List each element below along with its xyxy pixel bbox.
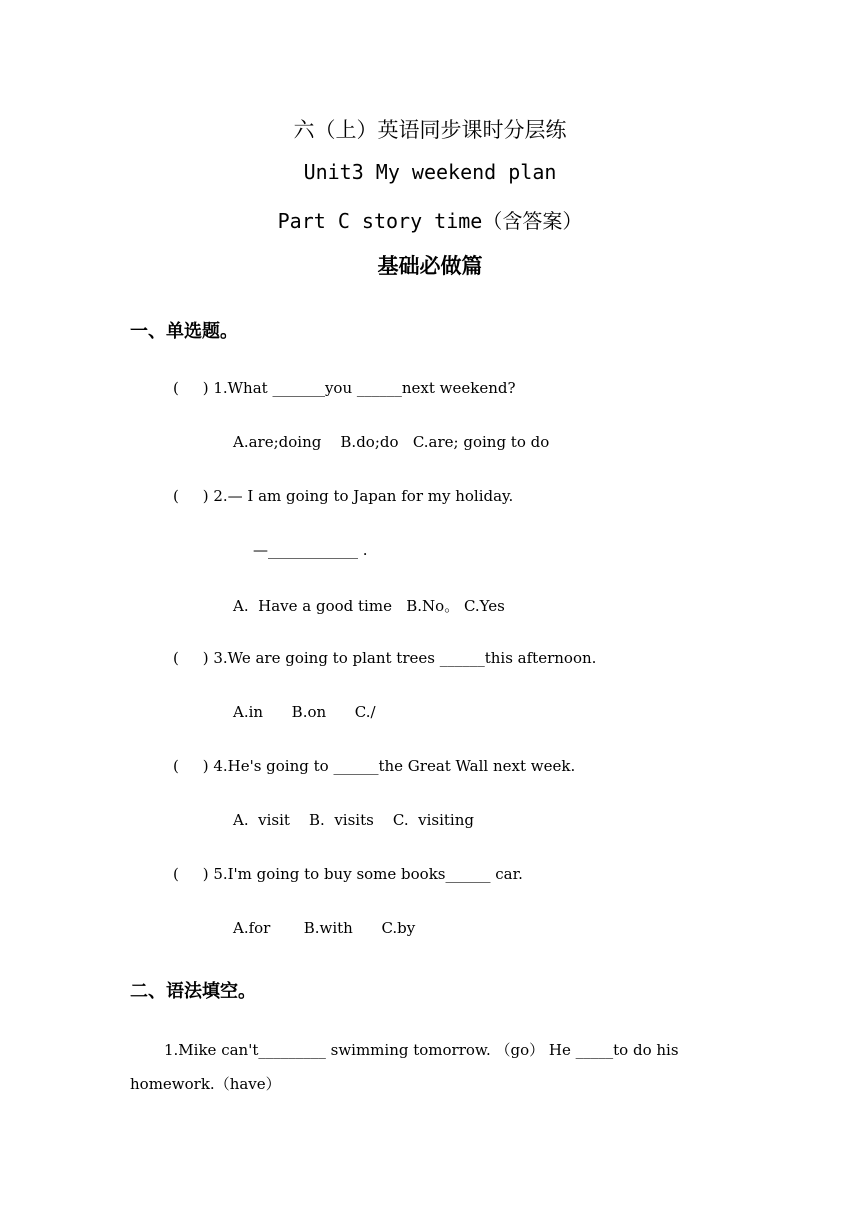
grammar-question-1-line1: 1.Mike can't_________ swimming tomorrow. （go） He _____to do his — [164, 1041, 679, 1059]
question-2-reply: —____________ . — [253, 541, 368, 559]
question-1-options: A.are;doing B.do;do C.are; going to do — [233, 433, 550, 451]
grammar-question-1-line2: homework.（have） — [130, 1075, 281, 1093]
question-3-options: A.in B.on C./ — [233, 703, 376, 721]
section-heading-single-choice: 一、单选题。 — [130, 321, 238, 342]
level-title: 基础必做篇 — [377, 254, 483, 278]
unit-title: Unit3 My weekend plan — [303, 160, 557, 184]
question-2-options: A. Have a good time B.No。 C.Yes — [233, 597, 505, 615]
document-title: 六（上）英语同步课时分层练 — [293, 118, 567, 142]
question-2-stem: ( ) 2.— I am going to Japan for my holiday. — [173, 487, 514, 505]
part-title: Part C story time（含答案） — [277, 209, 583, 233]
question-1-stem: ( ) 1.What _______you ______next weekend? — [173, 379, 516, 397]
question-4-stem: ( ) 4.He's going to ______the Great Wall next week. — [173, 757, 576, 775]
question-4-options: A. visit B. visits C. visiting — [233, 811, 474, 829]
question-3-stem: ( ) 3.We are going to plant trees ______this afternoon. — [173, 649, 597, 667]
question-5-options: A.for B.with C.by — [233, 919, 416, 937]
question-5-stem: ( ) 5.I'm going to buy some books______ car. — [173, 865, 523, 883]
section-heading-grammar-fill: 二、语法填空。 — [130, 981, 256, 1002]
